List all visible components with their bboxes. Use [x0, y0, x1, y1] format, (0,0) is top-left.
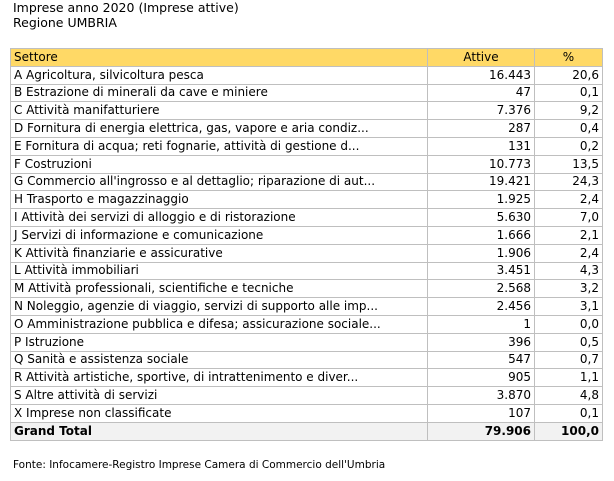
table-row [11, 333, 603, 351]
table-row [11, 280, 603, 298]
total-count-cell: 79.906 [428, 422, 535, 440]
sector-cell: P Istruzione [11, 333, 428, 351]
active-count-cell: 1 [428, 315, 535, 333]
percent-cell: 2,1 [535, 226, 603, 244]
active-count-cell: 3.870 [428, 387, 535, 405]
sector-cell: M Attività professionali, scientifiche e tecniche [11, 280, 428, 298]
percent-cell: 0,7 [535, 351, 603, 369]
active-count-cell: 1.925 [428, 191, 535, 209]
table-row [11, 387, 603, 405]
sector-cell: K Attività finanziarie e assicurative [11, 244, 428, 262]
percent-cell: 0,2 [535, 137, 603, 155]
active-count-cell: 2.568 [428, 280, 535, 298]
sector-cell: Q Sanità e assistenza sociale [11, 351, 428, 369]
active-count-cell: 19.421 [428, 173, 535, 191]
sector-cell: F Costruzioni [11, 155, 428, 173]
table-row [11, 191, 603, 209]
header-settore: Settore [11, 49, 428, 67]
source-note: Fonte: Infocamere-Registro Imprese Camera di Commercio dell'Umbria [13, 459, 386, 471]
sector-table [10, 48, 603, 441]
header-percent: % [535, 49, 603, 67]
percent-cell: 0,1 [535, 84, 603, 102]
active-count-cell: 7.376 [428, 102, 535, 120]
sector-cell: O Amministrazione pubblica e difesa; assicurazione sociale... [11, 315, 428, 333]
percent-cell: 0,5 [535, 333, 603, 351]
table-row [11, 102, 603, 120]
percent-cell: 1,1 [535, 369, 603, 387]
percent-cell: 0,1 [535, 404, 603, 422]
table-row [11, 315, 603, 333]
table-row [11, 155, 603, 173]
title-line-2: Regione UMBRIA [13, 15, 117, 30]
active-count-cell: 1.906 [428, 244, 535, 262]
sector-cell: L Attività immobiliari [11, 262, 428, 280]
table-row [11, 120, 603, 138]
table-row [11, 262, 603, 280]
sector-cell: H Trasporto e magazzinaggio [11, 191, 428, 209]
table-row [11, 209, 603, 227]
active-count-cell: 10.773 [428, 155, 535, 173]
percent-cell: 24,3 [535, 173, 603, 191]
table-row [11, 137, 603, 155]
percent-cell: 0,4 [535, 120, 603, 138]
grand-total-row [11, 422, 603, 440]
table-row [11, 226, 603, 244]
header-row [11, 49, 603, 67]
active-count-cell: 396 [428, 333, 535, 351]
sector-cell: I Attività dei servizi di alloggio e di ristorazione [11, 209, 428, 227]
total-label-cell: Grand Total [11, 422, 428, 440]
sector-cell: C Attività manifatturiere [11, 102, 428, 120]
sector-cell: X Imprese non classificate [11, 404, 428, 422]
percent-cell: 0,0 [535, 315, 603, 333]
active-count-cell: 107 [428, 404, 535, 422]
sector-cell: R Attività artistiche, sportive, di intrattenimento e diver... [11, 369, 428, 387]
table-row [11, 66, 603, 84]
percent-cell: 2,4 [535, 191, 603, 209]
percent-cell: 9,2 [535, 102, 603, 120]
sector-cell: B Estrazione di minerali da cave e miniere [11, 84, 428, 102]
active-count-cell: 3.451 [428, 262, 535, 280]
percent-cell: 2,4 [535, 244, 603, 262]
percent-cell: 3,2 [535, 280, 603, 298]
sector-cell: N Noleggio, agenzie di viaggio, servizi di supporto alle imp... [11, 298, 428, 316]
percent-cell: 7,0 [535, 209, 603, 227]
active-count-cell: 16.443 [428, 66, 535, 84]
active-count-cell: 905 [428, 369, 535, 387]
title-line-1: Imprese anno 2020 (Imprese attive) [13, 0, 239, 15]
active-count-cell: 1.666 [428, 226, 535, 244]
table-row [11, 298, 603, 316]
active-count-cell: 5.630 [428, 209, 535, 227]
active-count-cell: 547 [428, 351, 535, 369]
percent-cell: 4,3 [535, 262, 603, 280]
sector-cell: S Altre attività di servizi [11, 387, 428, 405]
sector-cell: D Fornitura di energia elettrica, gas, vapore e aria condiz... [11, 120, 428, 138]
total-percent-cell: 100,0 [535, 422, 603, 440]
header-attive: Attive [428, 49, 535, 67]
table-row [11, 351, 603, 369]
active-count-cell: 2.456 [428, 298, 535, 316]
sector-cell: G Commercio all'ingrosso e al dettaglio; riparazione di aut... [11, 173, 428, 191]
percent-cell: 3,1 [535, 298, 603, 316]
percent-cell: 4,8 [535, 387, 603, 405]
percent-cell: 13,5 [535, 155, 603, 173]
sector-cell: J Servizi di informazione e comunicazione [11, 226, 428, 244]
table-row [11, 244, 603, 262]
report-title [13, 0, 239, 30]
active-count-cell: 47 [428, 84, 535, 102]
active-count-cell: 287 [428, 120, 535, 138]
active-count-cell: 131 [428, 137, 535, 155]
table-row [11, 404, 603, 422]
table-row [11, 84, 603, 102]
sector-cell: E Fornitura di acqua; reti fognarie, attività di gestione d... [11, 137, 428, 155]
percent-cell: 20,6 [535, 66, 603, 84]
table-row [11, 173, 603, 191]
table-row [11, 369, 603, 387]
sector-cell: A Agricoltura, silvicoltura pesca [11, 66, 428, 84]
